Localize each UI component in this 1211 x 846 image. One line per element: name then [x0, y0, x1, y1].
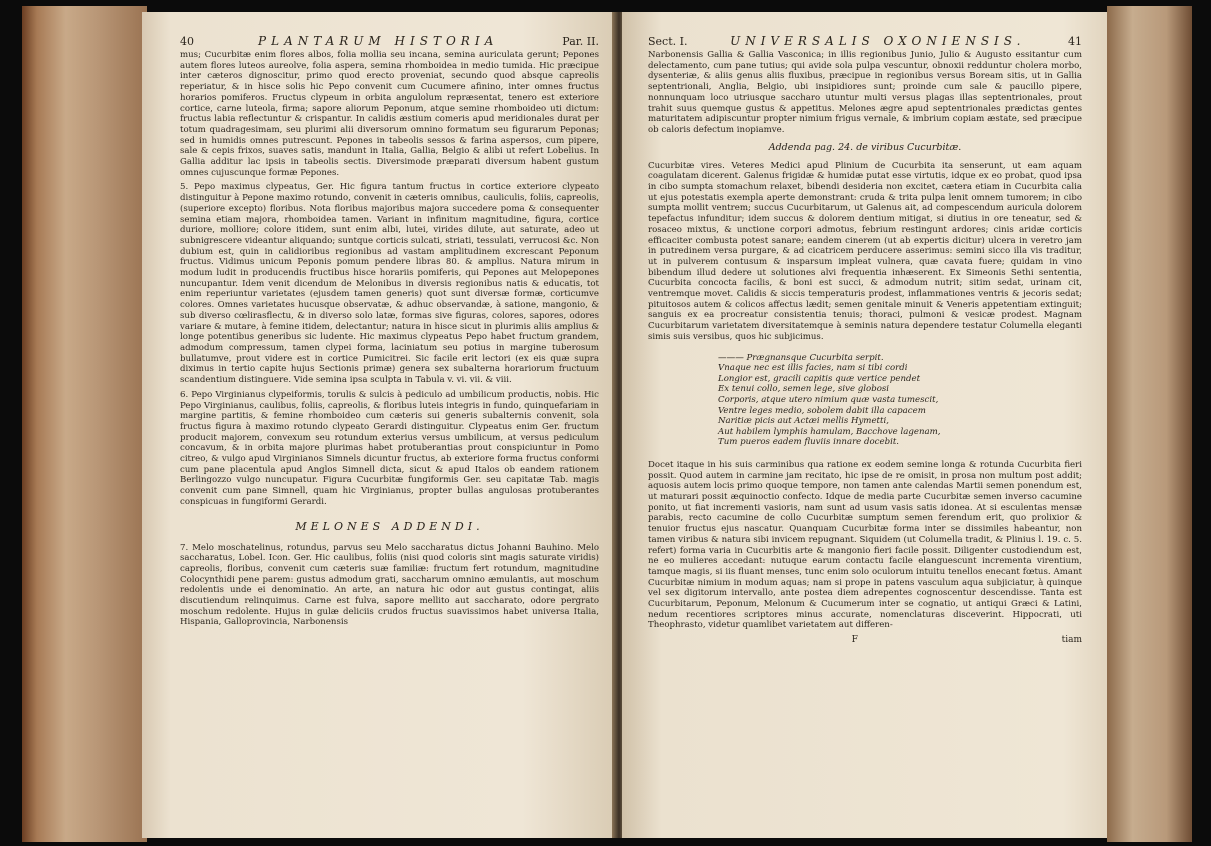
right-page	[622, 12, 1112, 838]
right-page-header	[648, 34, 1082, 48]
right-running-title: UNIVERSALIS OXONIENSIS.	[730, 34, 1026, 48]
left-page	[142, 12, 617, 838]
left-book-edge	[22, 6, 147, 842]
left-section-title: MELONES ADDENDI.	[295, 519, 484, 533]
verse-line: Vnaque nec est illis facies, nam si tibi cordi	[718, 363, 908, 374]
verse-line: Naritiæ picis aut Actæi mellis Hymetti,	[718, 416, 889, 427]
left-paragraph-1: mus; Cucurbitæ enim flores albos, folia mollia seu incana, semina auriculata gerunt; Pepones autem flores luteos aureolve, folia aspera, semina rhomboidea in medio tumida. Hic præcipue inter cæteros dignoscitur, primo quod erecto proveniat, secundo quod absque capreolis reperiatur, & in hisce solis hic Pepo convenit cum Cucumere afinino, inter omnes fructus horarios pomiferos. Fructus clypeum in orbita angulolum repræsentat, tenero est exteriore cortice, carne luteola, firma; sapore aliorum Peponum, atque semine rhomboideo uti dictum: fructus labia reflectuntur & crispantur. In calidis æstium comeris apud meridionales durat per totum quadragesimam, seu plurimi alii diversorum omnino formatum seu figurarum Peponas; sed in humidis omnes putrescunt. Pepones in tabeolis sessos & farina aspersos, cum pipere, sale & cepis frixos, suaves satis, mandunt in Italia, Gallia, Belgio & alibi ut refert Lobelius. In Gallia additur lac ipsis in tabeolis sectis. Diversimode præparati diversum habent gustum omnes cujuscunque formæ Pepones.	[180, 50, 599, 178]
right-paragraph-1: Narbonensis Gallia & Gallia Vasconica; in illis regionibus Junio, Julio & Augusto essitantur cum delectamento, cum pane tutius; qui avide sola pulpa vescuntur, obnoxii redduntur cholera morbo, dysenteriæ, & aliis genus aliis fluxibus, præcipue in regionibus versus Boream sitis, ut in Gallia septentrionali, Anglia, Belgio, ubi insipidiores sunt; proinde cum sale & paucillo pipere, nonnunquam loco utriusque saccharo utuntur multi versus plagas illas septentrionales, prout trahit suus quemque gustus & appetitus. Melones ægre apud septentrionales prædictas gentes maturitatem adipiscuntur propter nimium frigus vernale, & imbrium copiam æstate, sed præcipue ob caloris defectum inopiamve.	[648, 50, 1082, 135]
right-subtitle: Addenda pag. 24. de viribus Cucurbitæ.	[768, 141, 962, 153]
left-paragraph-4: 7. Melo moschatelinus, rotundus, parvus seu Melo saccharatus dictus Johanni Bauhino. Melo saccharatus, Lobel. Icon. Ger. Hic caulibus, foliis (nisi quod coloris sint magis saturate viridis) capreolis, floribus, convenit cum cæteris suæ familiæ: fructum fert rotundum, magnitudine Colocynthidi pene parem: gustus admodum grati, saccharum omnino æmulantis, aut moschum redolentis unde ei denominatio. An arte, an natura hic odor aut gustus contingat, aliis discutiendum relinquimus. Carne est fulva, sapore mellito aut saccharato, odore pergrato moschum redolente. Hujus in gulæ deliciis crudos fructus suavissimos habet universa Italia, Hispania, Galloprovincia, Narbonensis	[180, 542, 599, 628]
right-page-number: 41	[1068, 35, 1082, 48]
verse-line: Aut habilem lymphis hamulam, Bacchove lagenam,	[718, 426, 941, 437]
right-book-edge	[1107, 6, 1192, 842]
verse-line: ——— Prægnansque Cucurbita serpit.	[718, 352, 884, 363]
signature-mark: F	[851, 635, 858, 646]
verse-line: Ventre leges medio, sobolem dabit illa capacem	[718, 405, 926, 416]
catchword: tiam	[1061, 635, 1082, 646]
left-part-label: Par. II.	[562, 35, 599, 48]
right-section-label: Sect. I.	[648, 35, 688, 48]
verse-line: Ex tenui collo, semen lege, sive globosi	[718, 384, 890, 395]
left-page-header	[180, 34, 599, 48]
verse-line: Corporis, atque utero nimium quæ vasta tumescit,	[718, 394, 939, 405]
verse-line: Longior est, gracili capitis quæ vertice pendet	[718, 373, 921, 384]
open-book	[22, 6, 1192, 842]
right-paragraph-2: Cucurbitæ vires. Veteres Medici apud Plinium de Cucurbita ita senserunt, ut eam aquam coagulatam dicerent. Galenus frigidæ & humidæ putat esse virtutis, idque ex eo probat, quod ipsa in cibo sumpta stomachum relaxet, bibendi desideria non excitet, cætera etiam in Cucurbita calia ut ejus potestatis exempla aperte demonstrant: cruda & trita pulpa lenit omnem tumorem; in cibo sumpta mollit ventrem; succus Cucurbitarum, ut Galenus ait, ad compescendum auricula dolorem tepefactus infunditur; idem succus & dolorem dentium mitigat, si diutius in ore teneatur, sed & rosaceo mixtus, & unctione corpori admotus, febrium restingunt ardores; cinis aridæ corticis efficaciter combusta potest sanare; eandem cinerem (ut ab expertis dicitur) ulcera in veretro jam in putredinem versa purgare, & ad cicatricem perducere asserimus: semini sicco illa vis traditur, ut in pulverem contusum & insparsum impleat vulnera, quæ cavata fuere; quidam in vino bibendum illud dedere ut solutiones alvi frequentia inhæserent. Ex Simeonis Sethi sententia, Cucurbita concocta facilis, & boni est succi, & admodum nutrit; sitim sedat, urinam cit, ventremque movet. Calidis & siccis temperaturis prodest, inflammationes ventris & jecoris sedat; pituitosos autem & colicos affectus lædit; semen genitale minuit & Veneris appetentiam extinguit; sanguis ex ea procreatur consistentia tenuis; thoraci, pulmoni & vesicæ prodest. Magnam Cucurbitarum varietatem diversitatemque à seminis natura dependere testatur Columella eleganti simis suis versibus, quos hic subjicimus.	[648, 160, 1082, 342]
right-paragraph-3: Docet itaque in his suis carminibus qua ratione ex eodem semine longa & rotunda Cucurbita fieri possit. Quod autem in carmine jam recitato, hic ipse de re omisit, in prosa non multum post addit; aquosis autem locis primo quoque tempore, non tamen ante calendas Martii semen ponendum est, ut maturari possit æquinoctio confecto. Idque de media parte Cucurbitæ semen inverso cacumine ponito, ut fiat incrementi vasioris, nam sunt ad usum vasis satis idonea. At si esculentas mensæ parabis, recto cacumine de collo Cucurbitæ sumptum semen ferendum erit, quo prolixior & tenuior fructus ejus nascatur. Quanquam Cucurbitæ forma inter se dissimiles habeantur, non tamen viribus & natura sibi invicem repugnant. Siquidem (ut Columella tradit, & Plinius l. 19. c. 5. refert) forma varia in Cucurbitis arte & mangonio fieri facile possit. Diligenter custodiendum est, ne eo mulieres accedant: nutuque earum contactu facile elanguescunt incrementa virentium, tamque magis, si iis fluant menses, tunc enim solo oculorum intuitu tenellos enecant fœtus. Amant Cucurbitæ nimium in modum aquas; nam si prope in patens vasculum aqua subjiciatur, à quinque vel sex digitorum intervallo, ante postea diem adrepentes cognoscentur descendisse. Tanta est Cucurbitarum, Peponum, Melonum & Cucumerum inter se cognatio, ut antiqui Græci & Latini, nedum recentiores scriptores minus accurate, nomenclaturas disceverint. Hippocrati, uti Theophrasto, videtur quamlibet varietatem aut differen-	[648, 459, 1082, 631]
verse-line: Tum pueros eadem fluviis innare docebit.	[718, 437, 900, 448]
left-running-title: PLANTARUM HISTORIA	[258, 34, 499, 48]
right-page-footer	[648, 635, 1082, 645]
left-paragraph-2: 5. Pepo maximus clypeatus, Ger. Hic figura tantum fructus in cortice exteriore clypeato distinguitur à Pepone maximo rotundo, convenit in cæteris omnibus, cauliculis, foliis, capreolis, (superiore excepto) floribus. Nota floribus majoribus majora succedere poma & consequenter semina etiam majora, rhomboidea tamen. Variant in infinitum magnitudine, figura, cortice duriore, molliore; colore itidem, sunt enim albi, lutei, virides dilute, aut saturate, adeo ut subnigrescere videantur aliquando; suntque corticis sulcati, striati, tessulati, verrucosi &c. Non dubium est, quin in calidioribus regionibus ad vastam amplitudinem excrescant Peponum fructus. Vidimus unicum Peponis pomum pendere libras 80. & amplius. Natura mirum in modum ludit in producendis fructibus hisce horariis pomiferis, qui Pepones aut Melopepones nuncupantur. Idem venit dicendum de Melonibus in diversis regionibus natis & educatis, tot enim reperiuntur varietates (ejusdem tamen generis) quot sunt diversæ formæ, corticumve colores. Omnes varietates hucusque observatæ, & adhuc observandæ, à satione, mangonio, & sub diverso cœlirasflectu, & in diverso solo latæ, formas sive figuras, colores, sapores, odores variare & mutare, à femine itidem, delectantur; natura in hisce sicut in plurimis aliis amplius & longe potentibus generibus sic ludente. Hic maximus clypeatus Pepo habet fructum grandem, admodum compressum, tamen clypei forma, laciniatum seu potius in margine tuberosum bullatumve, prout videre est in cortice Pumicitrei. Sic facile erit lectori (ex eis quæ supra diximus in tertio capite hujus Sectionis primæ) genera sex subalterna horariorum fructuum scandentium distinguere. Vide semina ipsa sculpta in Tabula v. vi. vii. & viii.	[180, 182, 599, 386]
left-page-number: 40	[180, 35, 194, 48]
verse-block	[718, 353, 1082, 448]
left-paragraph-3: 6. Pepo Virginianus clypeiformis, torulis & sulcis à pediculo ad umbilicum productis, nobis. Hic Pepo Virginianus, caulibus, foliis, capreolis, & floribus luteis integris in fundo, quinquefariam in margine partitis, & femine rhomboideo cum cæteris sui generis subalternis convenit, sola fructus figura à maximo rotundo clypeato Gerardi distinguitur. Clypeatus enim Ger. fructum producit majorem, convexum seu rotundum exterius versus umbilicum, at versus pediculum concavum, & in orbita majore plurimas habet protuberantias prout conspiciuntur in Pomo citreo, & vulgo apud Virginianos Simnels dicuntur fructus, ab exteriore forma fructus conformi cum pane placentula apud Anglos Simnell dicta, sicut & apud Italos ob eandem rationem Berlingozzo vulgo nuncupatur. Figura Cucurbitæ fungiformis Ger. seu capitatæ Tab. magis convenit cum pane Simnell, quam hic Virginianus, propter bullas angulosas protuberantes conspicuas in fungiformi Gerardi.	[180, 389, 599, 507]
